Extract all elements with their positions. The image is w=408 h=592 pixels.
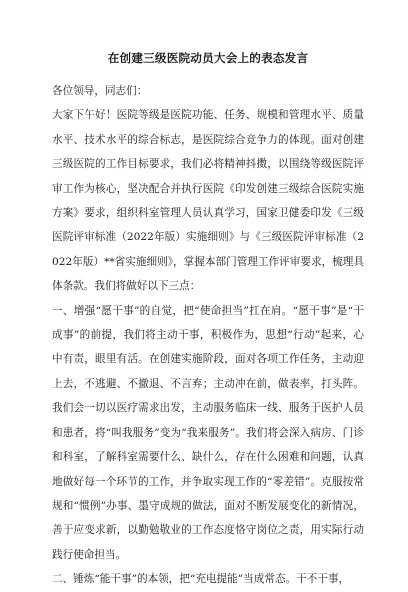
paragraph-point-one: 一、增强“愿干事”的自觉，把“使命担当”扛在肩。“愿干事”是“干成事”的前提，我们将主动干事，积极作为，思想“行动”起来，心中有责，眼里有活。在创建实施阶段，面对各项工作任务，主动迎上去，不逃避、不撤退、不言弃；主动冲在前，做表率，打头阵。我们会一切以医疗需求出发，主动服务临床一线、服务于医护人员和患者，将“叫我服务”变为“我来服务”。我们将会深入病房、门诊和科室，了解科室需要什么、缺什么，存在什么困难和问题，认真地做好每一个环节的工作，并争取实现工作的“零差错”。克服按常规和“惯例”办事、墨守成规的做法，面对不断发展变化的新情况，善于应变求新，以勤勉敬业的工作态度恪守岗位之责，用实际行动践行使命担当。 [52, 304, 364, 561]
salutation: 各位领导，同志们： [52, 85, 148, 97]
document-title: 在创建三级医院动员大会上的表态发言 [107, 51, 309, 65]
paragraph-point-two: 二、锤炼“能干事”的本领，把“充电提能”当成常态。干不干事， [52, 573, 350, 586]
paragraph-intro: 大家下午好！医院等级是医院功能、任务、规模和管理水平、质量水平、技术水平的综合标志，是医院综合竞争力的体现。面对创建三级医院的工作目标要求，我们必将精神抖擞，以围绕等级医院评审工作为核心，坚决配合并执行医院《印发创建三级综合医院实施方案》要求，组织科室管理人员认真学习，国家卫健委印发《三级医院评审标准（2022年版）实施细则》与《三级医院评审标准（2022年版）**省实施细则》，掌握本部门管理工作评审要求，梳理具体条款。我们将做好以下三点： [52, 109, 364, 293]
